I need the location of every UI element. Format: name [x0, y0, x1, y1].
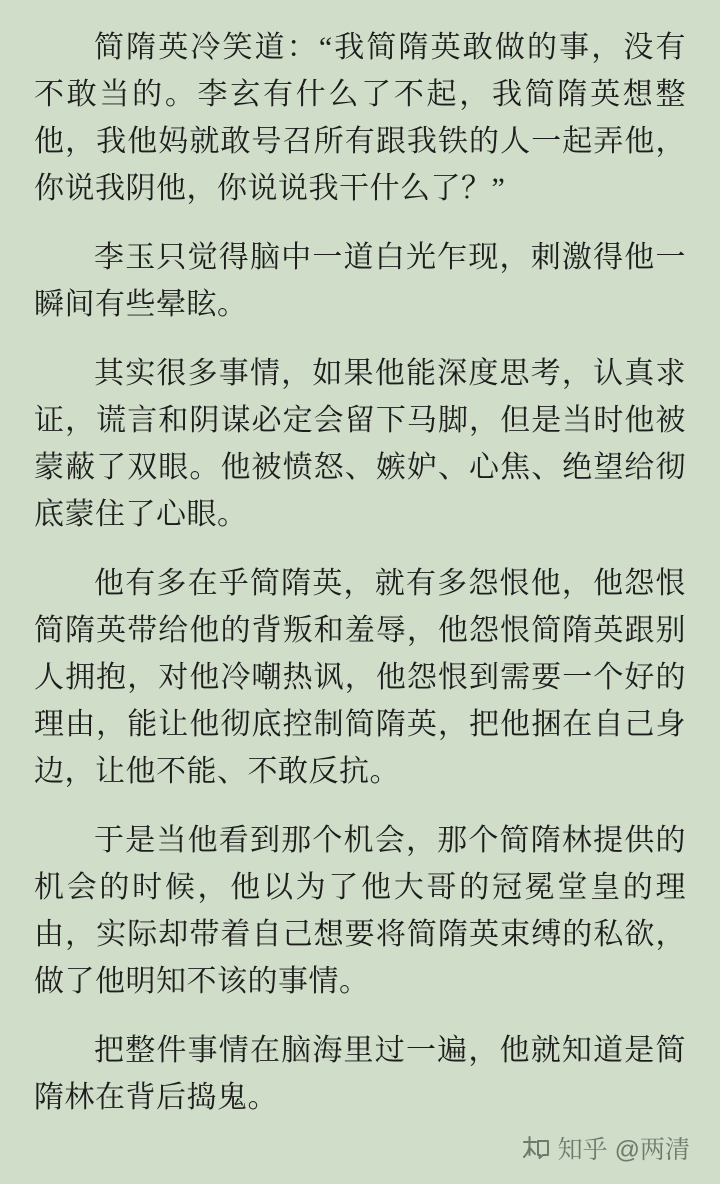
paragraph: 李玉只觉得脑中一道白光乍现，刺激得他一瞬间有些晕眩。	[34, 241, 686, 321]
paragraph: 于是当他看到那个机会，那个简隋林提供的机会的时候，他以为了他大哥的冠冕堂皇的理由，实际却带着自己想要将简隋英束缚的私欲，做了他明知不该的事情。	[34, 824, 686, 998]
zhihu-logo-icon	[520, 1133, 550, 1163]
paragraph: 他有多在乎简隋英，就有多怨恨他，他怨恨简隋英带给他的背叛和羞辱，他怨恨简隋英跟别人拥抱，对他冷嘲热讽，他怨恨到需要一个好的理由，能让他彻底控制简隋英，把他捆在自己身边，让他不能、不敢反抗。	[34, 567, 686, 788]
paragraph: 其实很多事情，如果他能深度思考，认真求证，谎言和阴谋必定会留下马脚，但是当时他被蒙蔽了双眼。他被愤怒、嫉妒、心焦、绝望给彻底蒙住了心眼。	[34, 357, 686, 531]
paragraph: 把整件事情在脑海里过一遍，他就知道是简隋林在背后捣鬼。	[34, 1034, 686, 1114]
watermark	[520, 1130, 690, 1166]
watermark-text: 知乎 @两清	[557, 1136, 690, 1164]
paragraph: 简隋英冷笑道：“我简隋英敢做的事，没有不敢当的。李玄有什么了不起，我简隋英想整他，我他妈就敢号召所有跟我铁的人一起弄他，你说我阴他，你说说我干什么了？”	[34, 31, 686, 205]
